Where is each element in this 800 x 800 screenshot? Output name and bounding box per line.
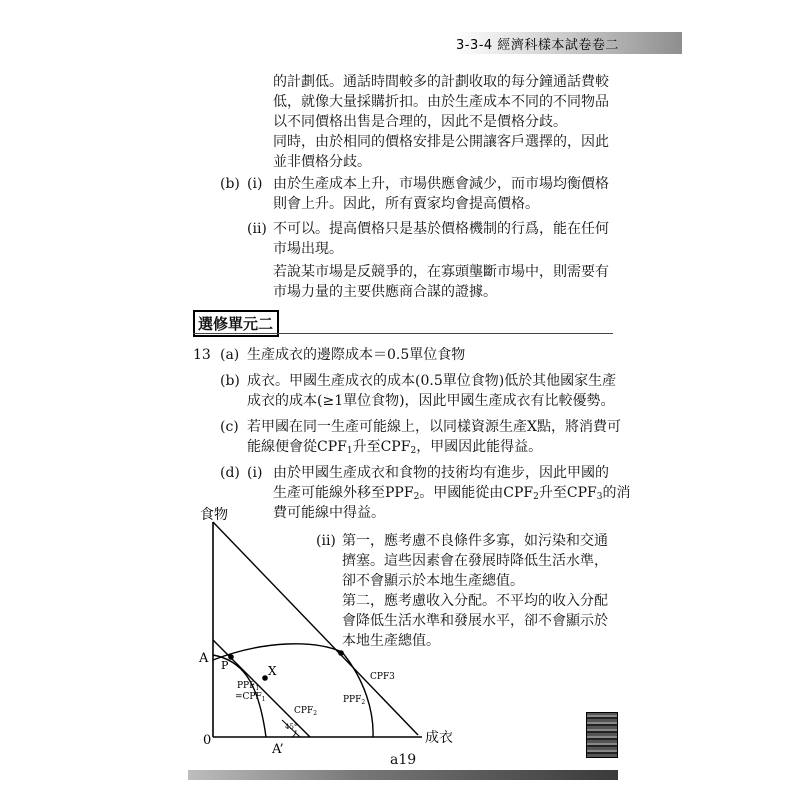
- y-axis-label: 食物: [200, 507, 228, 523]
- text-line: 低，就像大量採購折扣。由於生產成本不同的不同物品: [273, 94, 609, 110]
- text-span: 的消: [602, 485, 631, 501]
- text-line: 由於生產成本上升，市場供應會減少，而市場均衡價格: [273, 176, 609, 192]
- point-p: [228, 654, 234, 660]
- text-line: 市場力量的主要供應商合謀的證據。: [273, 284, 497, 300]
- footer-bar: [188, 770, 618, 780]
- origin-label: 0: [203, 733, 212, 748]
- section-divider: [193, 333, 613, 334]
- text-line: 並非價格分歧。: [273, 154, 371, 170]
- question-label-d: (d): [220, 465, 240, 481]
- label-ppf2-sub: 2: [361, 699, 366, 706]
- question-label-a: (a): [220, 347, 240, 363]
- text-line: 第二，應考慮收入分配。不平均的收入分配: [342, 593, 608, 609]
- text-line: 市場出現。: [273, 241, 343, 257]
- text-line: 若說某市場是反競爭的，在寡頭壟斷市場中，則需要有: [273, 264, 609, 280]
- label-ppf1-text: PPF: [237, 681, 256, 691]
- text-line: 同時，由於相同的價格安排是公開讓客戶選擇的，因此: [273, 134, 609, 150]
- text-line: 成衣。甲國生產成衣的成本(0.5單位食物)低於其他國家生產: [247, 373, 617, 389]
- text-line: 生產成衣的邊際成本＝0.5單位食物: [247, 347, 466, 363]
- label-ppf2: [343, 695, 365, 706]
- point-tangency: [338, 650, 344, 656]
- text-line: 本地生產總值。: [342, 633, 440, 649]
- subscript: 2: [533, 492, 539, 502]
- text-line: 第一，應考慮不良條件多寡，如污染和交通: [342, 533, 608, 549]
- text-span: 能線便會從CPF: [247, 439, 347, 455]
- text-span: 升至CPF: [538, 485, 597, 501]
- text-line: 會降低生活水準和發展水平，卻不會顯示於: [342, 613, 608, 629]
- section-title: 選修單元二: [193, 310, 279, 337]
- question-label-b: (b): [220, 373, 240, 389]
- label-angle: 45°: [285, 723, 298, 731]
- label-cpf2-text: CPF: [294, 706, 314, 716]
- point-x: [262, 675, 268, 681]
- question-number: 13: [193, 347, 211, 363]
- subscript: 1: [346, 446, 353, 456]
- cpf3-line: [213, 522, 418, 735]
- subquestion-label-ii: (ii): [316, 533, 336, 549]
- label-cpf2: [294, 706, 317, 717]
- label-cpf1-text: =CPF: [235, 692, 262, 702]
- subscript: 2: [410, 446, 417, 456]
- label-cpf1-sub: 1: [261, 696, 266, 703]
- label-cpf1: [235, 692, 266, 703]
- question-label-b: (b): [220, 176, 240, 192]
- text-span: ，甲國因此能得益。: [416, 439, 543, 455]
- label-cpf3: CPF3: [370, 672, 395, 682]
- page-edge-tab: [586, 712, 618, 758]
- text-line: 由於甲國生產成衣和食物的技術均有進步，因此甲國的: [273, 465, 609, 481]
- text-line: 卻不會顯示於本地生產總值。: [342, 573, 524, 589]
- page-number: a19: [390, 752, 417, 768]
- text-line: 若甲國在同一生產可能線上，以同樣資源生產X點，將消費可: [247, 419, 621, 435]
- subquestion-label-i: (i): [247, 176, 263, 192]
- text-span: 生產可能線外移至PPF: [273, 485, 414, 501]
- subquestion-label-ii: (ii): [247, 221, 267, 237]
- text-span: 。甲國能從由CPF: [419, 485, 534, 501]
- text-span: 升至CPF: [352, 439, 411, 455]
- label-ppf2-text: PPF: [343, 695, 362, 705]
- header-title: 3-3-4 經濟科樣本試卷卷二: [456, 38, 619, 53]
- text-line: 不可以。提高價格只是基於價格機制的行爲，能在任何: [273, 221, 609, 237]
- label-a-prime: A’: [272, 742, 284, 757]
- ppf-diagram: [190, 500, 470, 760]
- label-a: A: [199, 651, 209, 666]
- text-line: 成衣的成本(≥1單位食物)，因此甲國生產成衣有比較優勢。: [247, 393, 615, 409]
- subscript: 3: [596, 492, 603, 502]
- label-x: X: [268, 664, 277, 678]
- x-axis-label: 成衣: [425, 730, 453, 746]
- text-line: 擠塞。這些因素會在發展時降低生活水準，: [342, 553, 608, 569]
- label-cpf2-sub: 2: [313, 710, 318, 717]
- text-line: 則會上升。因此，所有賣家均會提高價格。: [273, 196, 539, 212]
- subscript: 2: [413, 492, 420, 502]
- text-line: 費可能線中得益。: [273, 505, 385, 521]
- text-line: [247, 437, 542, 461]
- text-line: 以不同價格出售是合理的，因此不是價格分歧。: [273, 114, 567, 130]
- question-label-c: (c): [220, 419, 239, 435]
- subquestion-label-i: (i): [247, 465, 263, 481]
- label-ppf1-sub: 1: [255, 685, 260, 692]
- text-line: 的計劃低。通話時間較多的計劃收取的每分鐘通話費較: [273, 74, 609, 90]
- label-p: P: [221, 659, 229, 672]
